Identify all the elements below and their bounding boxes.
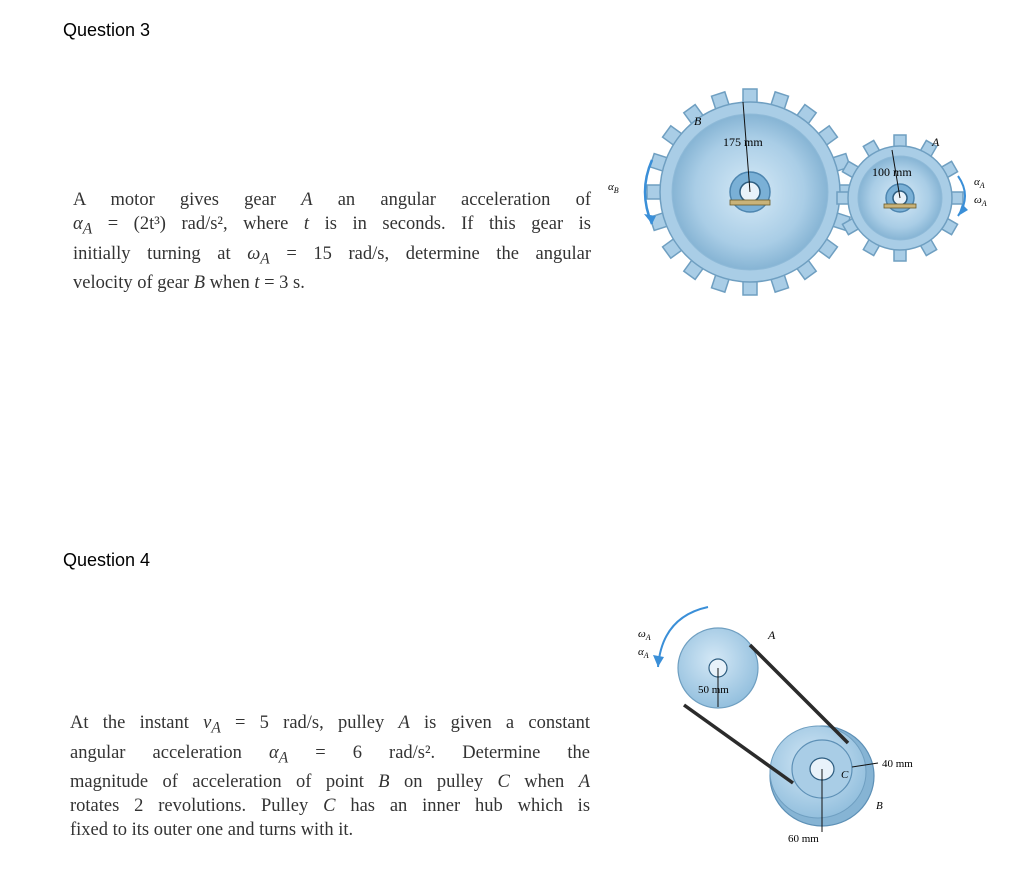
question-3-title: Question 3 [63,20,151,40]
gear-a [837,135,963,261]
pulleys-figure [600,595,913,855]
dim-50: 50 mm [698,684,729,696]
gear-b [647,89,853,295]
omega-a-label: $\omega_A$ [974,194,987,208]
dim-40: 40 mm [882,758,913,770]
dim-60: 60 mm [788,833,819,845]
belt-lower [684,705,793,783]
belt-upper [750,645,848,743]
alpha-b-label: $\alpha_B$ [608,181,619,195]
pulley-a-label: A [768,628,776,642]
dim-100: 100 mm [872,165,912,179]
alpha-a-label: $\alpha_A$ [974,176,985,190]
question-4-text: At the instant $v_A = 5$ rad/s, pulley A is given a constant angular acceleration $\alpha_A = 6$ rad/s². Determine the magnitude of acceleration of point B on pulley C when A rotates 2 revolutions. Pulley C has an inner hub which is fixed to its outer one and turns with it. [70,713,591,841]
gears-figure [600,80,1020,300]
question-3-text: A motor gives gear A an angular acceleration of $\alpha_A = (2t^3)$ rad/s², where t is in seconds. If this gear is initially turning at $\omega_A = 15$ rad/s, determine the angular velocity of gear B when t = 3 s. [73,190,592,294]
alpha-a-label: $\alpha_A$ [638,646,649,660]
dim-175: 175 mm [723,135,763,149]
gear-b-label: B [694,114,702,128]
omega-a-label: $\omega_A$ [638,628,651,642]
pulley-c-label: C [841,769,849,781]
gear-a-label: A [932,135,940,149]
point-b-label: B [876,800,883,812]
question-4-title: Question 4 [63,550,151,570]
